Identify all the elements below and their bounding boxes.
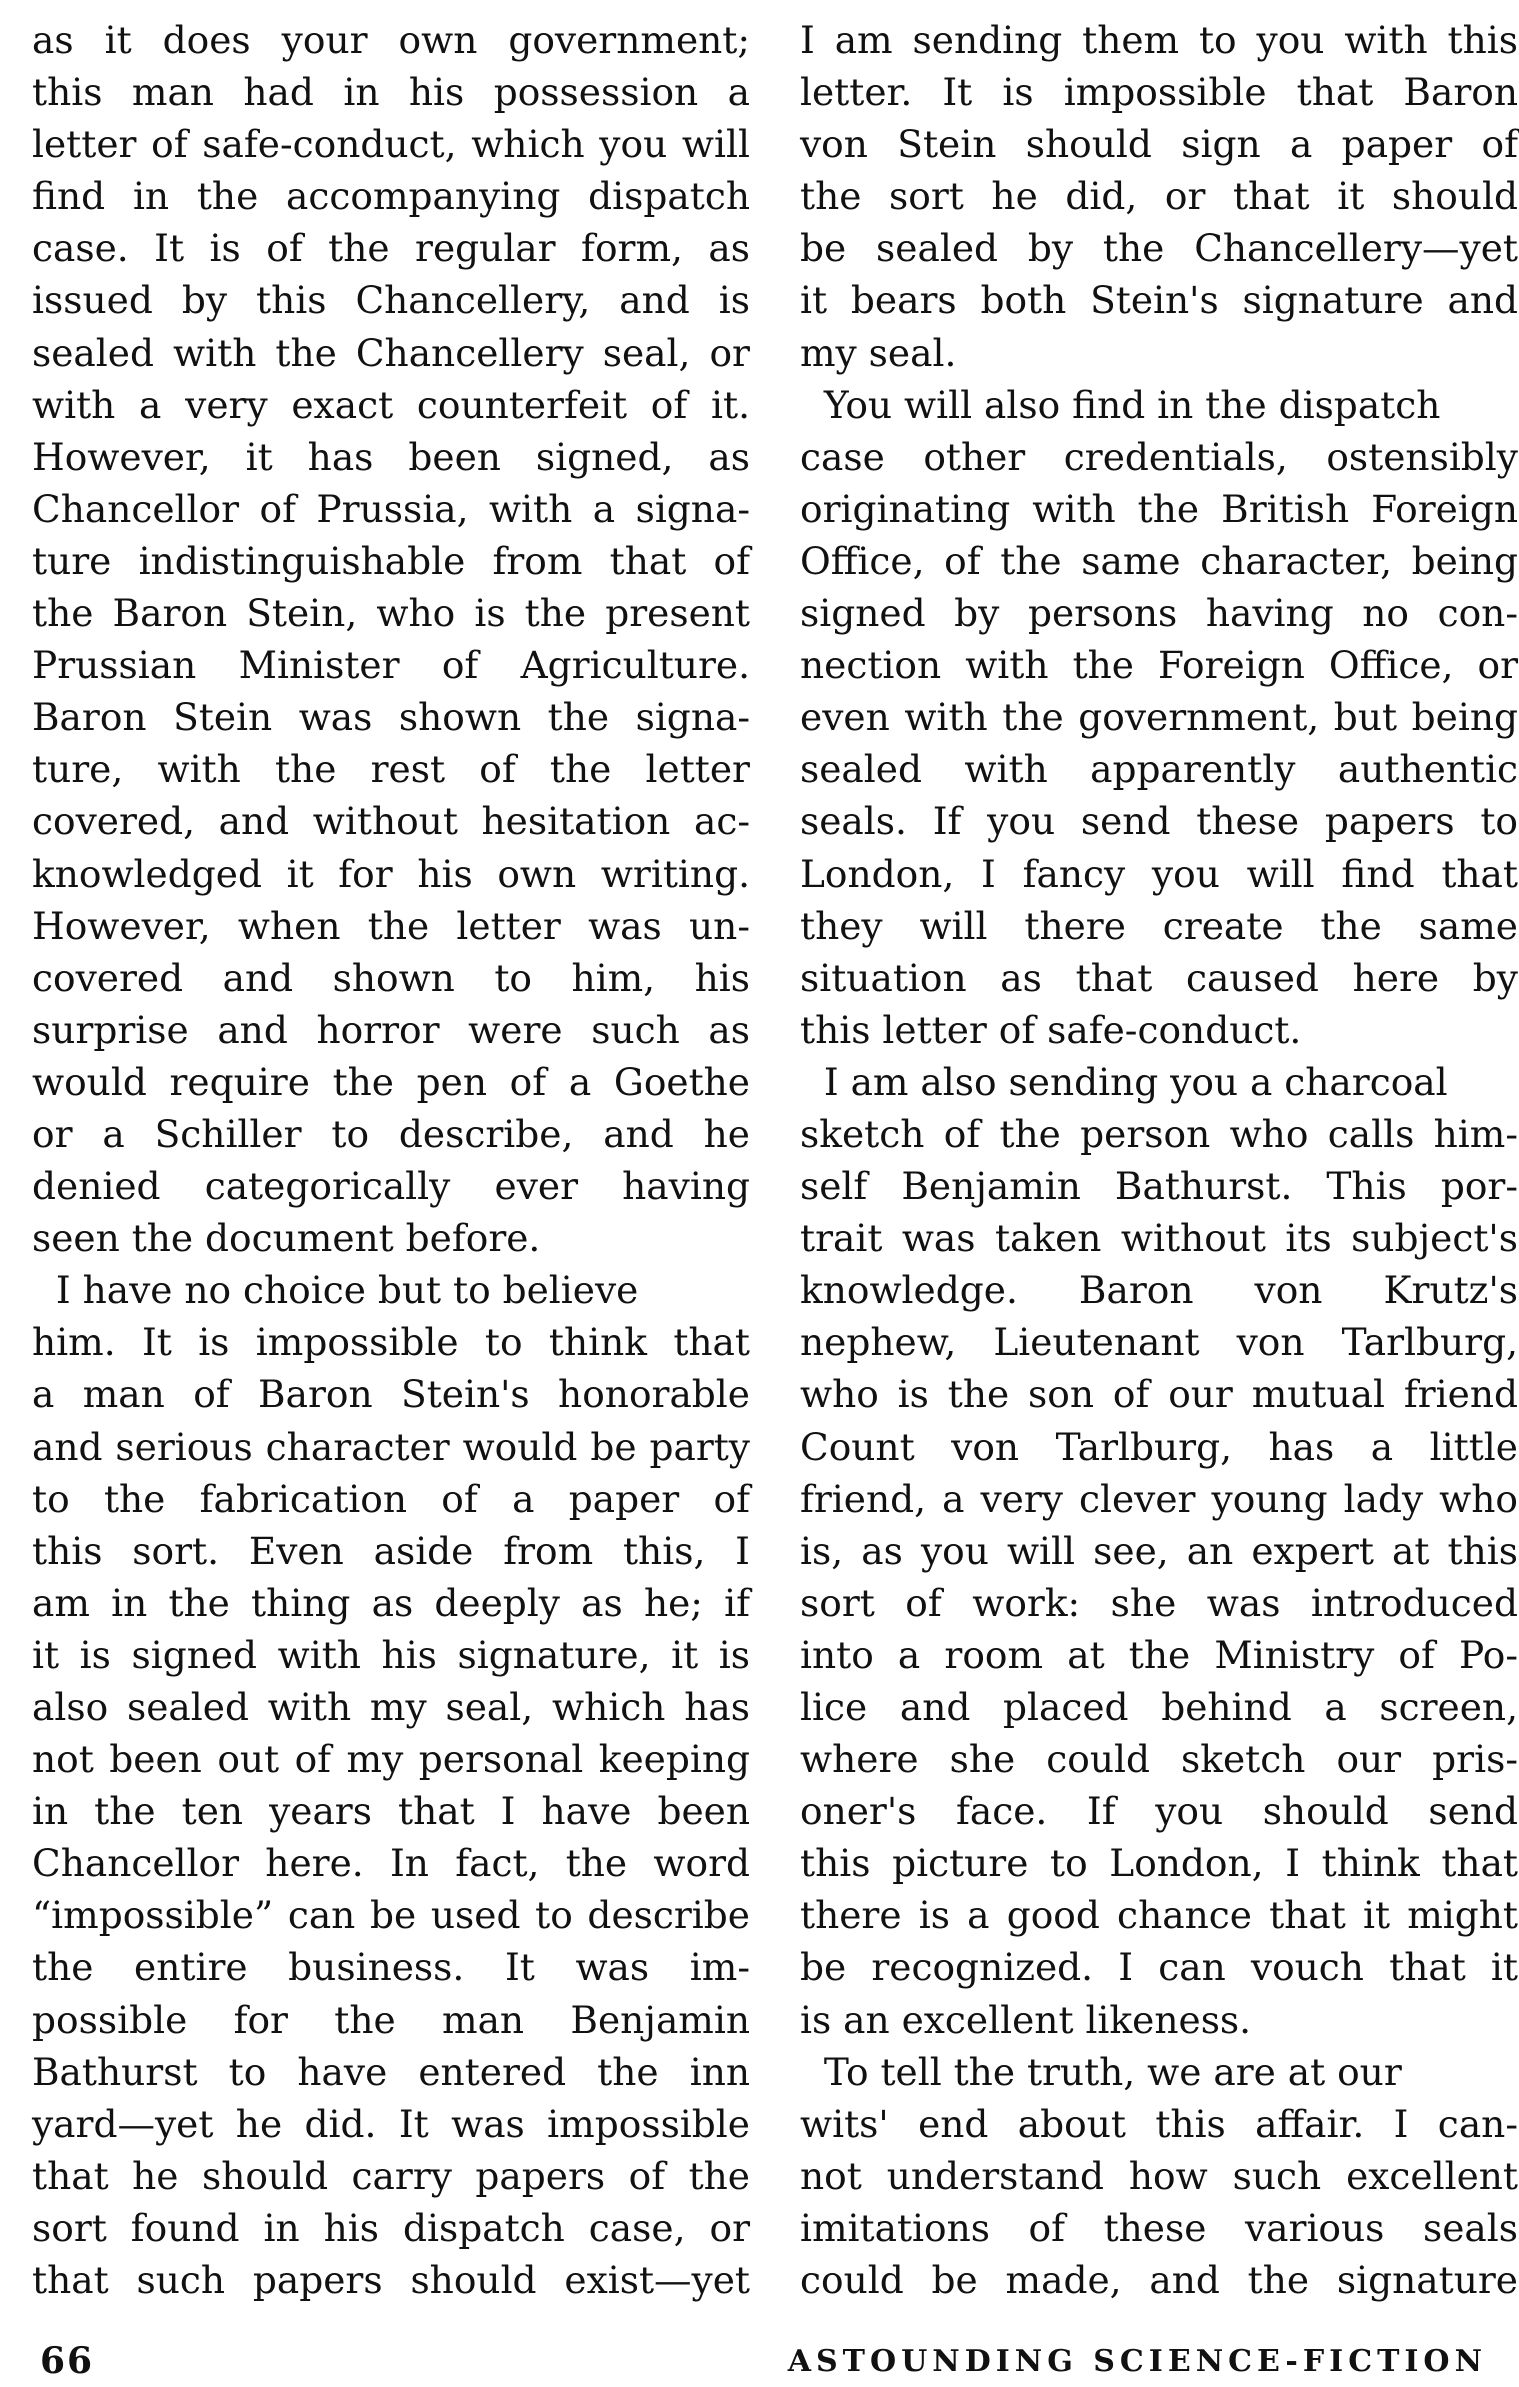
page-number: 66 [40,2340,95,2382]
text-line: nephew, Lieutenant von Tarlburg, [800,1320,1518,1365]
text-line: ture indistinguishable from that of [32,538,750,583]
text-line: situation as that caused here by [800,955,1518,1000]
text-line: seen the document before. [32,1216,541,1261]
text-line: wits' end about this affair. I can- [800,2101,1518,2146]
text-line: Chancellor here. In fact, the word [32,1841,750,1886]
text-line: Count von Tarlburg, has a little [800,1424,1518,1469]
text-line: I am also sending you a charcoal [800,1059,1448,1104]
text-line: knowledge. Baron von Krutz's [800,1268,1518,1313]
text-line: possible for the man Benjamin [32,1997,750,2042]
text-line: knowledged it for his own writing. [32,851,750,896]
text-line: I have no choice but to believe [32,1268,639,1313]
text-line: in the ten years that I have been [32,1789,750,1834]
text-line: ture, with the rest of the letter [32,747,750,792]
text-line: that he should carry papers of the [32,2153,750,2198]
text-line: “impossible” can be used to describe [32,1893,750,1938]
text-line: seals. If you send these papers to [800,799,1518,844]
text-line: a man of Baron Stein's honorable [32,1372,750,1417]
text-line: is an excellent likeness. [800,1997,1252,2042]
text-line: signed by persons having no con- [800,591,1518,636]
text-line: lice and placed behind a screen, [800,1685,1518,1729]
text-line: Office, of the same character, being [800,538,1518,583]
text-line: to the fabrication of a paper of [32,1476,750,1521]
text-line: originating with the British Foreign [800,486,1518,531]
text-line: imitations of these various seals [800,2205,1518,2250]
text-line: my seal. [800,330,957,375]
text-line: self Benjamin Bathurst. This por- [800,1164,1518,1209]
text-line: Baron Stein was shown the signa- [32,695,750,740]
text-line: could be made, and the signature [800,2258,1518,2303]
text-line: Bathurst to have entered the inn [32,2049,750,2094]
text-line: it bears both Stein's signature and [800,278,1518,323]
text-line: surprise and horror were such as [32,1007,750,1052]
text-line: not understand how such excellent [800,2153,1518,2198]
text-line: with a very exact counterfeit of it. [32,382,750,427]
text-line: be recognized. I can vouch that it [800,1945,1518,1990]
text-line: they will there create the same [800,903,1518,948]
text-line: yard—yet he did. It was impossible [32,2101,750,2146]
text-line: that such papers should exist—yet [32,2258,750,2303]
text-line: or a Schiller to describe, and he [32,1111,750,1156]
text-line: sealed with the Chancellery seal, or [32,330,750,375]
text-line: London, I fancy you will find that [800,851,1518,896]
text-line: even with the government, but being [800,695,1518,740]
text-line: not been out of my personal keeping [32,1737,750,1782]
running-head: ASTOUNDING SCIENCE-FICTION [787,2344,1487,2379]
text-line: and serious character would be party [32,1424,750,1469]
text-line: trait was taken without its subject's [800,1216,1518,1261]
text-line: him. It is impossible to think that [32,1320,750,1365]
text-line: sort found in his dispatch case, or [32,2205,750,2250]
text-line: case. It is of the regular form, as [32,226,750,271]
text-line: oner's face. If you should send [800,1789,1518,1834]
page-footer [32,2340,1487,2380]
text-line: the Baron Stein, who is the present [32,591,750,636]
text-line: there is a good chance that it might [800,1893,1518,1938]
text-line: von Stein should sign a paper of [800,122,1518,167]
text-line: the entire business. It was im- [32,1945,750,1990]
text-column-left [32,14,750,2306]
text-line: nection with the Foreign Office, or [800,643,1518,688]
text-line: as it does your own government; [32,18,750,62]
text-line: the sort he did, or that it should [800,174,1518,219]
text-line: sealed with apparently authentic [800,747,1518,792]
text-line: would require the pen of a Goethe [32,1059,750,1104]
text-column-right [800,14,1518,2306]
text-line: also sealed with my seal, which has [32,1685,750,1729]
text-line: To tell the truth, we are at our [800,2049,1402,2094]
text-line: sort of work: she was introduced [800,1580,1518,1625]
text-line: issued by this Chancellery, and is [32,278,750,323]
text-line: who is the son of our mutual friend [800,1372,1518,1417]
text-line: this man had in his possession a [32,70,750,115]
text-line: find in the accompanying dispatch [32,174,750,219]
text-line: denied categorically ever having [32,1164,750,1209]
text-line: However, it has been signed, as [32,434,750,479]
text-line: it is signed with his signature, it is [32,1632,750,1677]
text-line: sketch of the person who calls him- [800,1111,1518,1156]
text-line: be sealed by the Chancellery—yet [800,226,1518,271]
text-line: Prussian Minister of Agriculture. [32,643,750,688]
text-line: letter of safe-conduct, which you will [32,122,750,167]
text-line: letter. It is impossible that Baron [800,70,1518,115]
text-line: covered, and without hesitation ac- [32,799,750,844]
text-line: I am sending them to you with this [800,18,1518,62]
text-line: where she could sketch our pris- [800,1737,1518,1782]
text-line: You will also find in the dispatch [800,382,1441,427]
text-line: is, as you will see, an expert at this [800,1528,1518,1573]
text-line: However, when the letter was un- [32,903,750,948]
text-line: into a room at the Ministry of Po- [800,1632,1518,1677]
text-line: this picture to London, I think that [800,1841,1518,1886]
text-line: this letter of safe-conduct. [800,1007,1302,1052]
text-line: am in the thing as deeply as he; if [32,1580,750,1625]
text-line: covered and shown to him, his [32,955,750,1000]
text-line: this sort. Even aside from this, I [32,1528,750,1573]
text-line: friend, a very clever young lady who [800,1476,1518,1521]
text-line: case other credentials, ostensibly [800,434,1518,479]
text-line: Chancellor of Prussia, with a signa- [32,486,750,531]
